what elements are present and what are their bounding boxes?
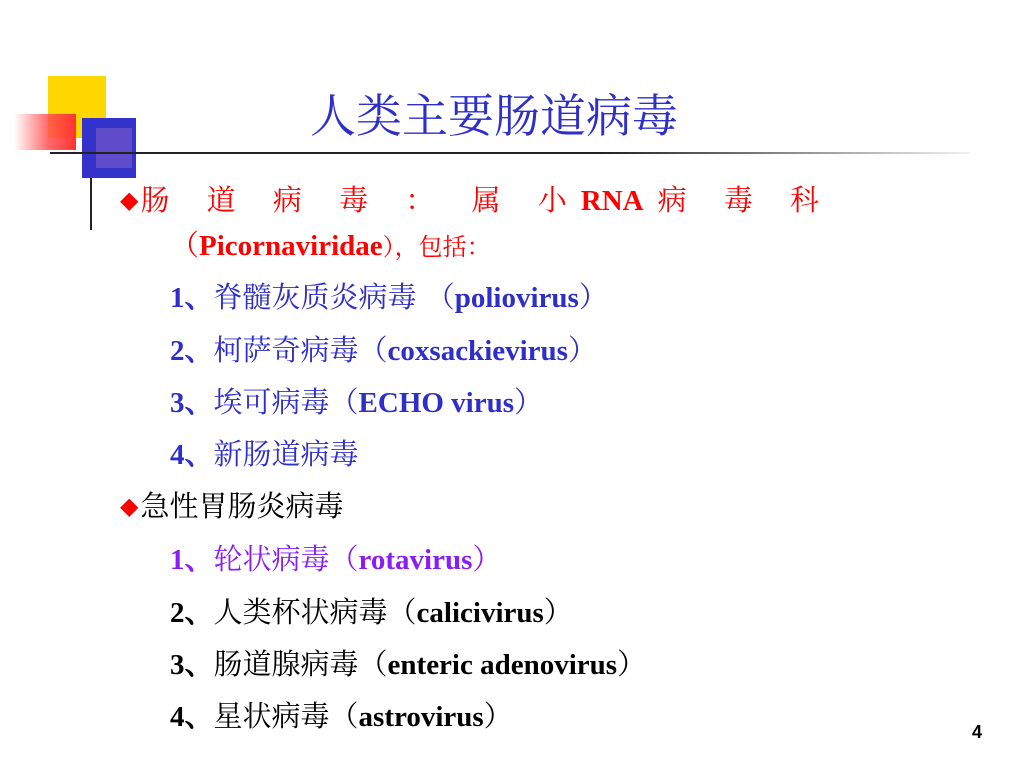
item-close: ） xyxy=(472,542,502,576)
list-item xyxy=(170,595,573,629)
list-item xyxy=(170,437,359,471)
paren-open: （ xyxy=(170,228,200,262)
item-cjk: 新肠道病毒 xyxy=(213,437,359,471)
section1-heading-rna: RNA xyxy=(580,185,644,217)
section1-heading-cjk: 肠 道 病 毒 ： 属 小 xyxy=(140,183,581,217)
section2-heading-text: 急性胃肠炎病毒 xyxy=(140,489,344,523)
item-cjk: 星状病毒（ xyxy=(213,699,359,733)
item-close: ） xyxy=(578,280,608,314)
item-cjk: 柯萨奇病毒（ xyxy=(213,333,388,367)
list-item xyxy=(170,542,502,576)
list-item xyxy=(170,385,544,419)
list-item xyxy=(170,333,597,367)
section1-heading-cjk2: 病 毒 科 xyxy=(657,183,834,217)
section1-line2 xyxy=(170,228,491,262)
item-number: 1、 xyxy=(170,544,214,576)
item-number: 1、 xyxy=(170,282,214,314)
item-close: ） xyxy=(514,385,544,419)
paren-close-includes: ），包括： xyxy=(382,233,491,261)
list-item xyxy=(170,647,647,681)
diamond-bullet-icon: ◆ xyxy=(120,186,139,214)
page-number: 4 xyxy=(972,722,983,742)
decor-overlap-square xyxy=(96,128,132,168)
item-close: ） xyxy=(483,699,513,733)
item-number: 2、 xyxy=(170,335,214,367)
item-cjk: 埃可病毒（ xyxy=(213,385,359,419)
section1-heading xyxy=(120,183,834,217)
item-latin: calicivirus xyxy=(416,597,544,629)
item-latin: rotavirus xyxy=(358,544,473,576)
item-number: 4、 xyxy=(170,439,214,471)
item-close: ） xyxy=(567,333,597,367)
title-underline xyxy=(50,152,970,154)
list-item xyxy=(170,280,608,314)
item-number: 2、 xyxy=(170,597,214,629)
item-latin: enteric adenovirus xyxy=(387,649,618,681)
diamond-bullet-icon: ◆ xyxy=(120,492,139,520)
item-cjk: 人类杯状病毒（ xyxy=(213,595,417,629)
item-latin: coxsackievirus xyxy=(387,335,568,367)
item-cjk: 轮状病毒（ xyxy=(213,542,359,576)
slide-title: 人类主要肠道病毒 xyxy=(310,89,678,143)
item-number: 3、 xyxy=(170,649,214,681)
item-cjk: 肠道腺病毒（ xyxy=(213,647,388,681)
decor-red-bar xyxy=(14,114,76,150)
item-close: ） xyxy=(617,647,647,681)
item-cjk: 脊髓灰质炎病毒 （ xyxy=(213,280,455,314)
item-latin: astrovirus xyxy=(358,701,484,733)
item-number: 3、 xyxy=(170,387,214,419)
item-number: 4、 xyxy=(170,701,214,733)
family-latin-name: Picornaviridae xyxy=(199,230,383,262)
item-latin: poliovirus xyxy=(454,282,579,314)
side-rule xyxy=(90,178,92,230)
item-close: ） xyxy=(543,595,573,629)
section2-heading xyxy=(120,489,344,523)
item-latin: ECHO virus xyxy=(358,387,515,419)
list-item xyxy=(170,699,513,733)
